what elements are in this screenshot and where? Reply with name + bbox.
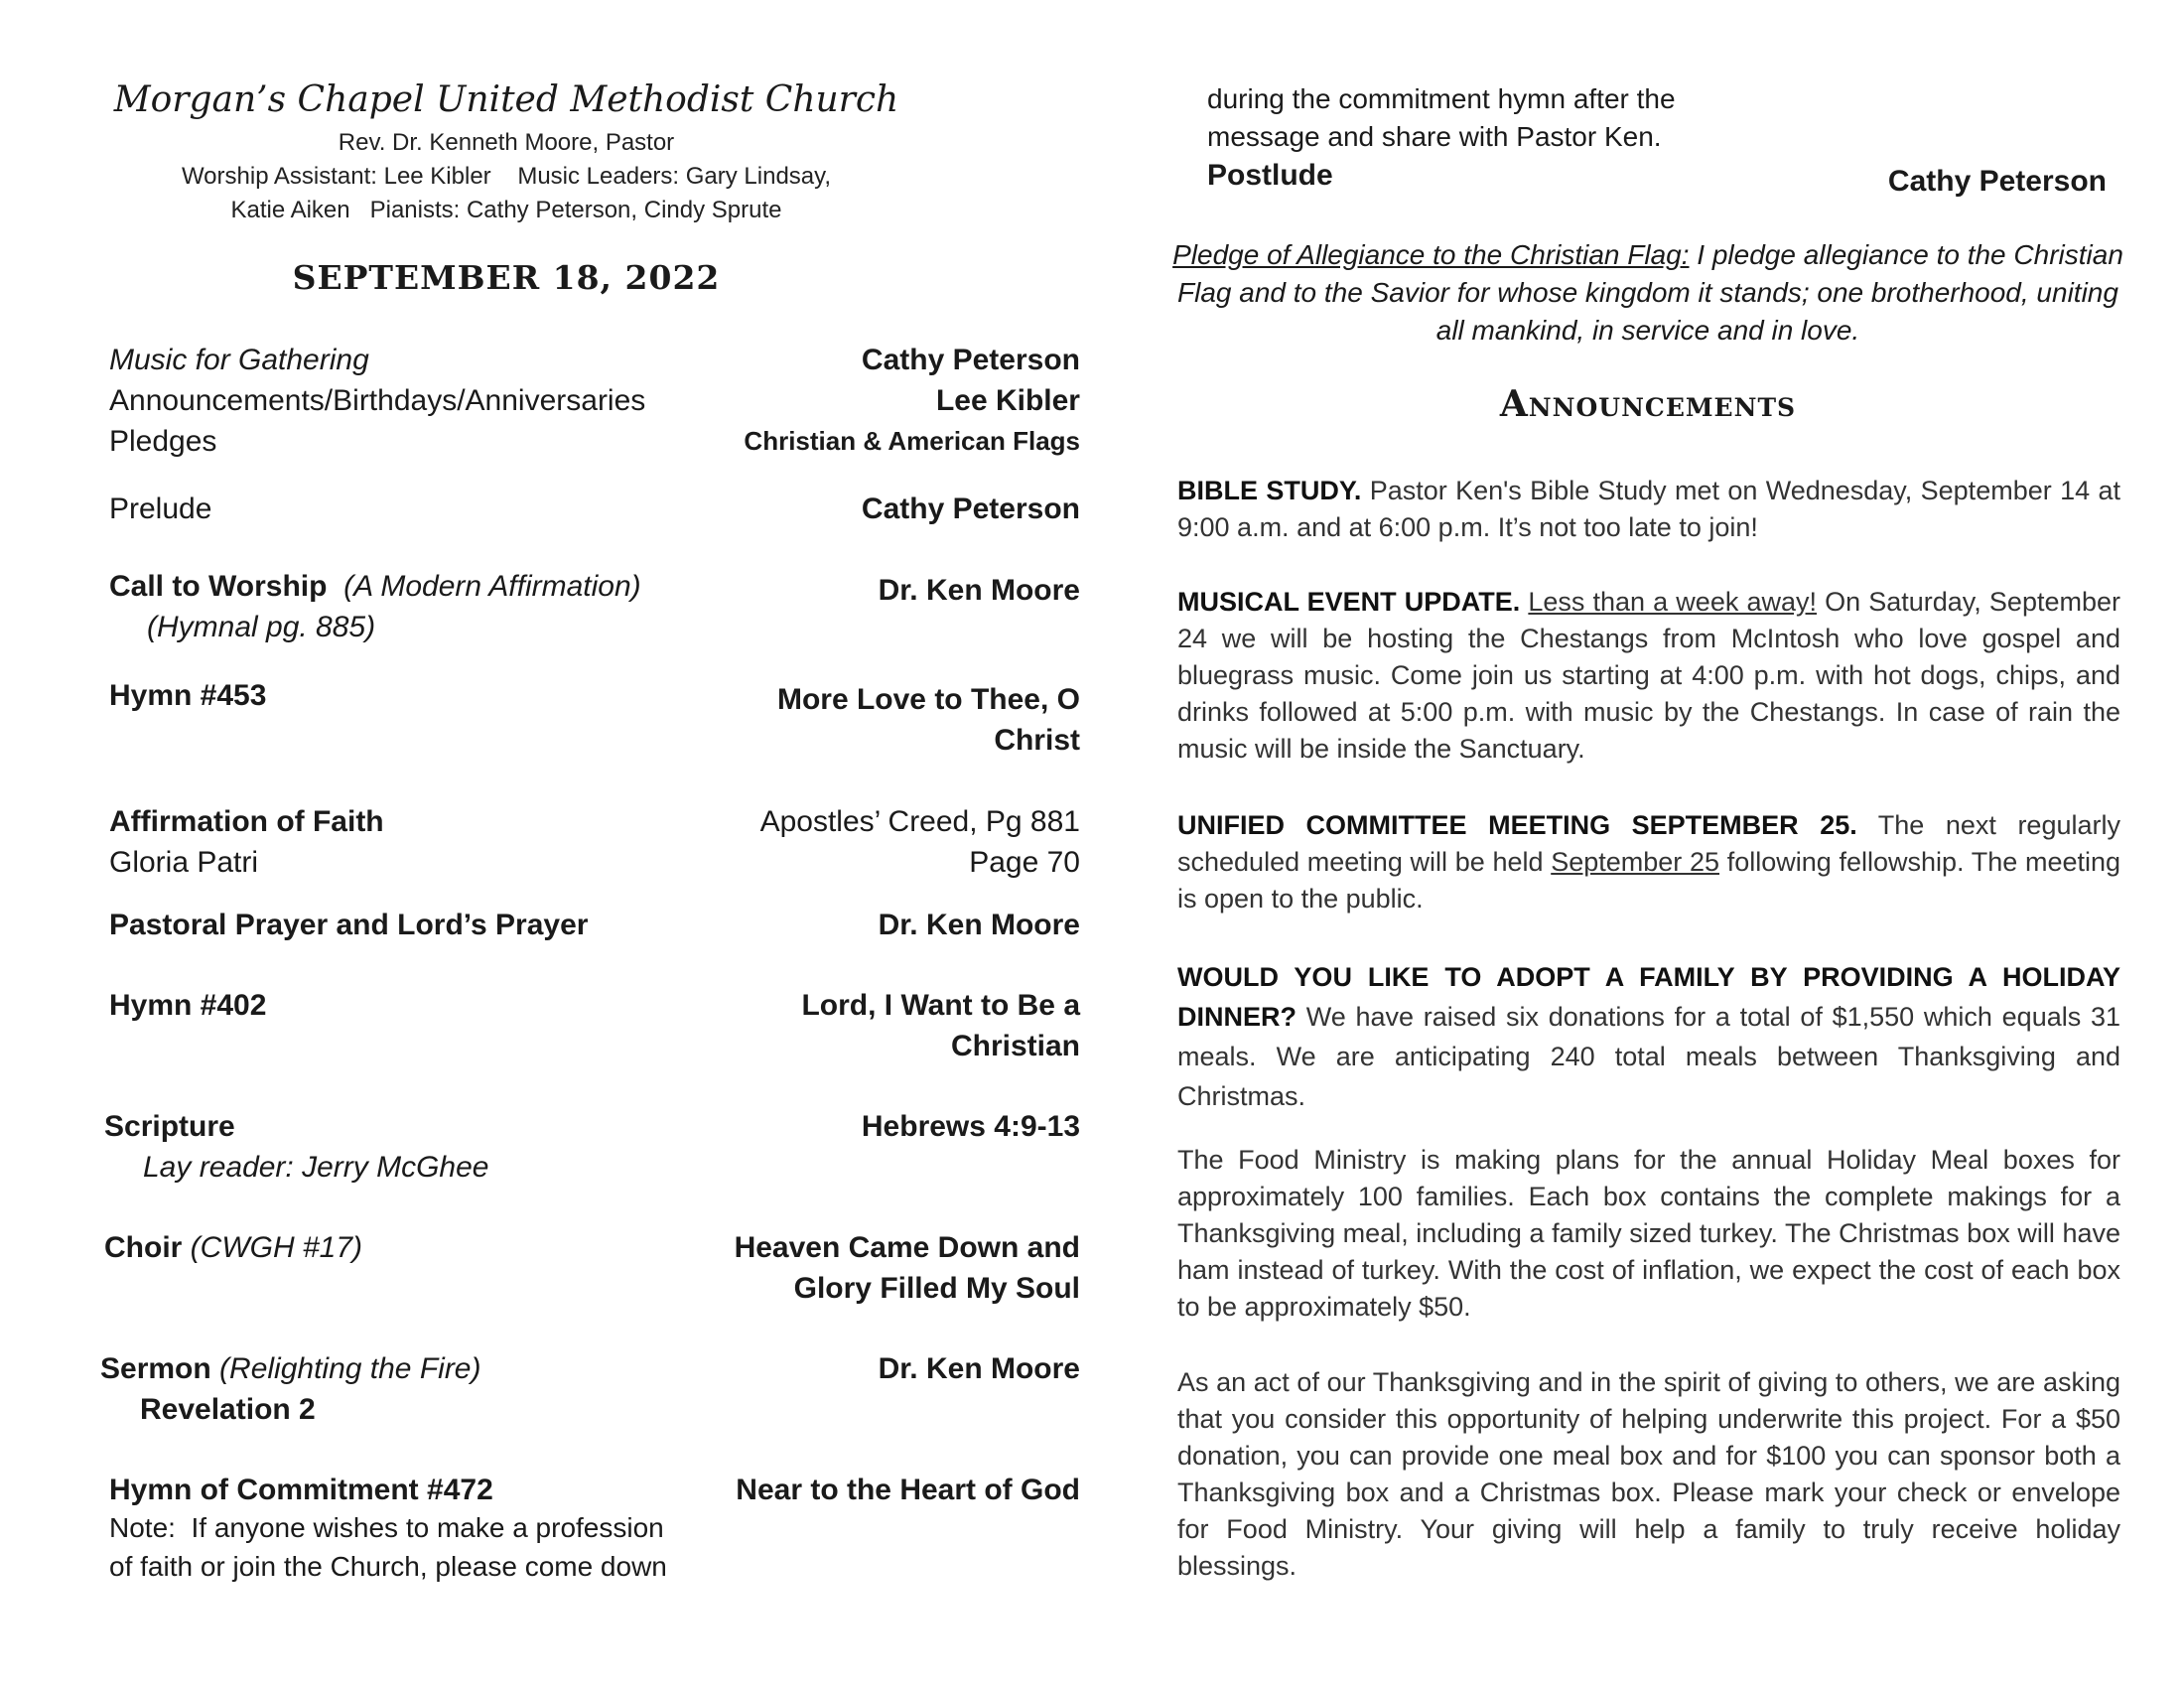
adopt-family-announcement [1177,957,2120,1116]
musical-event-heading: MUSICAL EVENT UPDATE. [1177,587,1521,617]
pledge-text: I pledge allegiance to the Christian Flag and to the Savior for whose kingdom it stands; one brotherhood, uniting all mankind, in service and in love. [1177,239,2123,346]
committee-text-1: The next regularly scheduled meeting will be held [1177,810,2120,877]
call-hymnal-ref: (Hymnal pg. 885) [147,611,376,643]
commitment-note-line-2: of faith or join the Church, please come down [109,1551,667,1582]
hymn-402-title-1: Lord, I Want to Be a [801,989,1080,1022]
committee-announcement [1177,807,2120,917]
gloria-item: Gloria Patri [109,846,259,879]
announcements-item: Announcements/Birthdays/Anniversaries [109,384,646,417]
postlude-item: Postlude [1207,159,1333,192]
pianist-line: Katie Aiken Pianists: Cathy Peterson, Cindy Sprute [230,197,782,223]
pledges-item: Pledges [109,425,217,458]
prayer-leader: Dr. Ken Moore [878,909,1080,941]
choir-item [104,1231,362,1265]
sermon-subtitle: (Relighting the Fire) [219,1352,481,1385]
gathering-leader: Cathy Peterson [861,344,1080,376]
affirmation-ref: Apostles’ Creed, Pg 881 [759,805,1080,838]
christian-flag-pledge [1171,236,2124,350]
commitment-hymn-title: Near to the Heart of God [736,1474,1080,1506]
commitment-note-line-4: message and share with Pastor Ken. [1207,121,1662,152]
lay-reader: Lay reader: Jerry McGhee [143,1151,489,1184]
sermon-label: Sermon [100,1352,211,1385]
adopt-family-text: We have raised six donations for a total of $1,550 which equals 31 meals. We are anticipating 240 total meals between Thanksgiving and Christmas. [1177,1002,2120,1111]
call-leader: Dr. Ken Moore [878,574,1080,607]
choir-subtitle: (CWGH #17) [190,1231,363,1264]
hymn-402-item: Hymn #402 [109,989,267,1022]
affirmation-item: Affirmation of Faith [109,805,384,838]
sermon-ref: Revelation 2 [140,1393,316,1426]
musical-event-text: On Saturday, September 24 we will be hosting the Chestangs from McIntosh who love gospel and bluegrass music. Come join us starting at 4:00 p.m. with hot dogs, chips, and drinks followed at 5:00 p.m. with music by the Chestangs. In case of rain the music will be inside the Sanctuary. [1177,587,2120,764]
postlude-leader: Cathy Peterson [1887,165,2107,198]
giving-paragraph: As an act of our Thanksgiving and in the spirit of giving to others, we are asking that you consider this opportunity of helping underwrite this project. For a $50 donation, you can provide one meal box and for $100 you can sponsor both a Thanksgiving box and a Christmas box. Please mark your check or envelope for Food Ministry. Your giving will help a family to truly receive holiday blessings. [1177,1367,2120,1581]
prelude-leader: Cathy Peterson [861,492,1080,525]
musical-event-announcement [1177,584,2120,768]
gathering-item: Music for Gathering [109,344,369,376]
choir-title-2: Glory Filled My Soul [793,1272,1080,1305]
service-date: SEPTEMBER 18, 2022 [292,258,721,297]
musical-event-highlight: Less than a week away! [1528,587,1817,617]
call-to-worship-label: Call to Worship [109,570,328,603]
bible-study-text: Pastor Ken's Bible Study met on Wednesday, September 14 at 9:00 a.m. and at 6:00 p.m. It’s not too late to join! [1177,476,2120,542]
commitment-hymn-item: Hymn of Commitment #472 [109,1474,493,1506]
prelude-item: Prelude [109,492,212,525]
committee-heading: UNIFIED COMMITTEE MEETING SEPTEMBER 25. [1177,810,1857,840]
committee-date: September 25 [1551,847,1720,877]
call-to-worship-item [109,570,641,604]
gloria-ref: Page 70 [969,846,1080,879]
adopt-family-heading: WOULD YOU LIKE TO ADOPT A FAMILY BY PROVIDING A HOLIDAY DINNER? [1177,962,2120,1032]
call-to-worship-subtitle: (A Modern Affirmation) [343,570,641,603]
announcements-leader: Lee Kibler [935,384,1080,417]
hymn-453-title-2: Christ [994,724,1080,757]
hymn-453-title-1: More Love to Thee, O [776,683,1080,716]
assistant-line: Worship Assistant: Lee Kibler Music Leaders: Gary Lindsay, [181,163,832,190]
choir-label: Choir [104,1231,183,1264]
church-name: Morgan’s Chapel United Methodist Church [113,79,899,120]
pastor-line: Rev. Dr. Kenneth Moore, Pastor [338,129,675,156]
bible-study-announcement [1177,473,2120,546]
scripture-ref: Hebrews 4:9-13 [861,1110,1080,1143]
sermon-item [100,1352,480,1386]
food-ministry-paragraph: The Food Ministry is making plans for the annual Holiday Meal boxes for approximately 100 families. Each box contains the complete makings for a Thanksgiving meal, including a family sized turkey. The Christmas box will have ham instead of turkey. With the cost of inflation, we expect the cost of each box to be approximately $50. [1177,1145,2120,1322]
prayer-item: Pastoral Prayer and Lord’s Prayer [109,909,589,941]
committee-text-2: following fellowship. The meeting is open to the public. [1177,847,2121,914]
choir-title-1: Heaven Came Down and [734,1231,1080,1264]
pledge-label: Pledge of Allegiance to the Christian Flag: [1172,239,1690,270]
pledges-detail: Christian & American Flags [744,426,1080,456]
hymn-453-item: Hymn #453 [109,679,267,712]
hymn-402-title-2: Christian [950,1030,1080,1062]
commitment-note-line-3: during the commitment hymn after the [1207,83,1676,114]
announcements-title: Announcements [1499,383,1797,425]
sermon-leader: Dr. Ken Moore [878,1352,1080,1385]
scripture-item: Scripture [104,1110,235,1143]
commitment-note-line-1: Note: If anyone wishes to make a profession [109,1512,664,1543]
bible-study-heading: BIBLE STUDY. [1177,476,1362,505]
